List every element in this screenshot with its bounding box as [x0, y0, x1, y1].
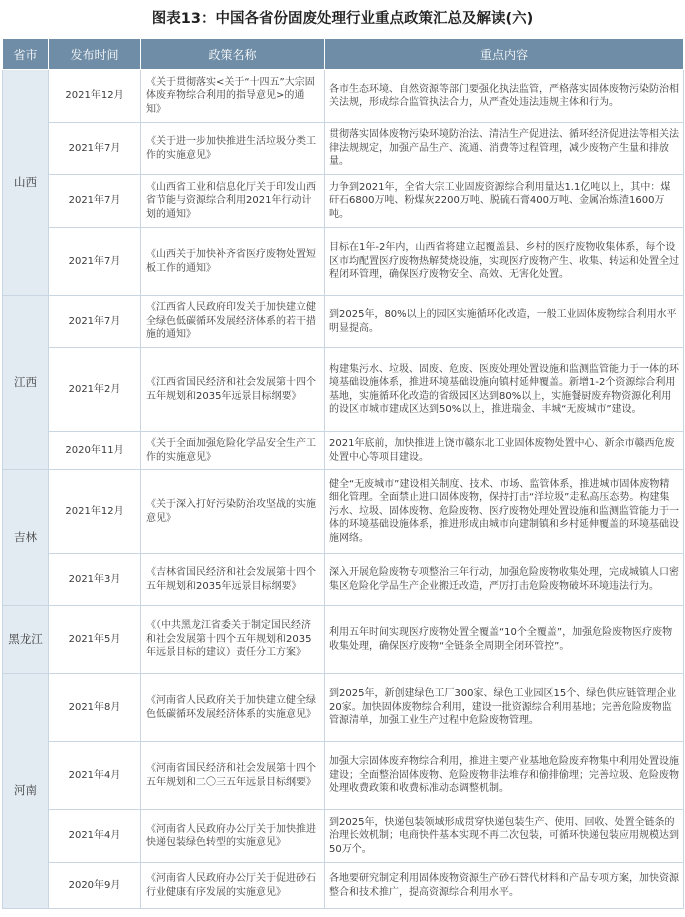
header-key-content: 重点内容	[325, 39, 684, 70]
province-cell: 山西	[3, 70, 49, 296]
header-row	[3, 39, 684, 70]
header-policy-name: 政策名称	[141, 39, 325, 70]
policy-name-cell: 《关于全面加强危险化学品安全生产工作的实施意见》	[141, 432, 325, 470]
date-cell: 2021年5月	[49, 606, 141, 674]
table-row	[3, 742, 684, 810]
policy-name-cell: 《山西省工业和信息化厅关于印发山西省节能与资源综合利用2021年行动计划的通知》	[141, 175, 325, 228]
policy-name-cell: 《河南省人民政府办公厅关于促进砂石行业健康有序发展的实施意见》	[141, 863, 325, 909]
policy-name-cell: 《江西省人民政府印发关于加快建立健全绿色低碳循环发展经济体系的若干措施的通知》	[141, 296, 325, 348]
province-cell: 黑龙江	[3, 606, 49, 674]
table-row	[3, 606, 684, 674]
content-cell: 力争到2021年，全省大宗工业固废资源综合利用量达1.1亿吨以上，其中：煤矸石6800万吨、粉煤灰2200万吨、脱硫石膏400万吨、金属冶炼渣1600万吨。	[325, 175, 684, 228]
date-cell: 2021年3月	[49, 554, 141, 606]
content-cell: 构建集污水、垃圾、固废、危废、医废处理处置设施和监测监管能力于一体的环境基础设施体系，推进环境基础设施向镇村延伸覆盖。新增1-2个资源综合利用基地，实施循环化改造的省级园区达到80%以上，实施餐厨废弃物资源化利用的设区市城市建成区达到50%以上，推进瑞金、丰城“无废城市”建设。	[325, 348, 684, 432]
date-cell: 2021年2月	[49, 348, 141, 432]
content-cell: 2021年底前，加快推进上饶市赣东北工业固体废物处置中心、新余市赣西危废处置中心等项目建设。	[325, 432, 684, 470]
content-cell: 到2025年，新创建绿色工厂300家、绿色工业园区15个、绿色供应链管理企业20家。加快固体废物综合利用，建设一批资源综合利用基地；完善危险废物监管源清单，加强工业生产过程中危险废物管理。	[325, 674, 684, 742]
policy-name-cell: 《河南省人民政府办公厅关于加快推进快递包装绿色转型的实施意见》	[141, 810, 325, 863]
table-row	[3, 123, 684, 175]
date-cell: 2021年4月	[49, 810, 141, 863]
date-cell: 2021年4月	[49, 742, 141, 810]
policy-name-cell: 《（中共黑龙江省委关于制定国民经济和社会发展第十四个五年规划和2035年远景目标的建议）责任分工方案》	[141, 606, 325, 674]
province-cell: 江西	[3, 296, 49, 470]
date-cell: 2021年12月	[49, 70, 141, 123]
policy-name-cell: 《关于进一步加快推进生活垃圾分类工作的实施意见》	[141, 123, 325, 175]
policy-table	[2, 38, 684, 909]
policy-name-cell: 《河南省人民政府关于加快建立健全绿色低碳循环发展经济体系的实施意见》	[141, 674, 325, 742]
content-cell: 加强大宗固体废弃物综合利用，推进主要产业基地危险废弃物集中利用处置设施建设；全面整治固体废物、危险废物非法堆存和偷排偷埋；完善垃圾、危险废物处理收费政策和收费标准动态调整机制。	[325, 742, 684, 810]
policy-name-cell: 《河南省国民经济和社会发展第十四个五年规划和二〇三五年远景目标纲要》	[141, 742, 325, 810]
content-cell: 贯彻落实固体废物污染环境防治法、清洁生产促进法、循环经济促进法等相关法律法规规定，加强产品生产、流通、消费等过程管理，减少废物产生量和排放量。	[325, 123, 684, 175]
table-row	[3, 863, 684, 909]
date-cell: 2021年7月	[49, 296, 141, 348]
date-cell: 2021年12月	[49, 470, 141, 554]
table-row	[3, 432, 684, 470]
policy-name-cell: 《山西关于加快补齐省医疗废物处置短板工作的通知》	[141, 228, 325, 296]
date-cell: 2021年7月	[49, 228, 141, 296]
date-cell: 2020年11月	[49, 432, 141, 470]
table-row	[3, 674, 684, 742]
chart-title: 图表13：中国各省份固废处理行业重点政策汇总及解读(六)	[151, 11, 534, 27]
table-row	[3, 810, 684, 863]
policy-name-cell: 《关于深入打好污染防治攻坚战的实施意见》	[141, 470, 325, 554]
table-row	[3, 348, 684, 432]
policy-name-cell: 《江西省国民经济和社会发展第十四个五年规划和2035年远景目标纲要》	[141, 348, 325, 432]
content-cell: 各市生态环境、自然资源等部门要强化执法监管，严格落实固体废物污染防治相关法规，形成综合监管执法合力，从严查处违法违规主体和行为。	[325, 70, 684, 123]
date-cell: 2021年7月	[49, 123, 141, 175]
content-cell: 到2025年，80%以上的园区实施循环化改造，一般工业固体废物综合利用水平明显提高。	[325, 296, 684, 348]
content-cell: 各地要研究制定利用固体废物资源生产砂石替代材料和产品专项方案，加快资源整合和技术推广，提高资源综合利用水平。	[325, 863, 684, 909]
policy-name-cell: 《关于贯彻落实<关于“十四五”大宗固体废弃物综合利用的指导意见>的通知》	[141, 70, 325, 123]
table-row	[3, 470, 684, 554]
table-row	[3, 554, 684, 606]
header-date: 发布时间	[49, 39, 141, 70]
header-province: 省市	[3, 39, 49, 70]
content-cell: 利用五年时间实现医疗废物处置全覆盖“10个全覆盖”，加强危险废物医疗废物收集处理，确保医疗废物“全链条全周期全闭环管控”。	[325, 606, 684, 674]
table-row	[3, 296, 684, 348]
content-cell: 深入开展危险废物专项整治三年行动，加强危险废物收集处理，完成城镇人口密集区危险化学品生产企业搬迁改造，严厉打击危险废物破坏环境违法行为。	[325, 554, 684, 606]
province-cell: 河南	[3, 674, 49, 909]
content-cell: 到2025年，快递包装领域形成贯穿快递包装生产、使用、回收、处置全链条的治理长效机制；电商快件基本实现不再二次包装，可循环快递包装应用规模达到50万个。	[325, 810, 684, 863]
table-row	[3, 70, 684, 123]
date-cell: 2021年7月	[49, 175, 141, 228]
province-cell: 吉林	[3, 470, 49, 606]
content-cell: 健全“无废城市”建设相关制度、技术、市场、监管体系，推进城市固体废物精细化管理。全面禁止进口固体废物，保持打击“洋垃圾”走私高压态势。构建集污水、垃圾、固体废物、危险废物、医疗废物处理处置设施和监测监管能力于一体的环境基础设施体系，推进形成由城市向建制镇和乡村延伸覆盖的环境基础设施网络。	[325, 470, 684, 554]
date-cell: 2021年8月	[49, 674, 141, 742]
content-cell: 目标在1年-2年内，山西省将建立起覆盖县、乡村的医疗废物收集体系，每个设区市均配置医疗废物热解焚烧设施，实现医疗废物产生、收集、转运和处置全过程闭环管理，确保医疗废物安全、高效、无害化处置。	[325, 228, 684, 296]
table-row	[3, 175, 684, 228]
table-row	[3, 228, 684, 296]
policy-name-cell: 《吉林省国民经济和社会发展第十四个五年规划和2035年远景目标纲要》	[141, 554, 325, 606]
date-cell: 2020年9月	[49, 863, 141, 909]
